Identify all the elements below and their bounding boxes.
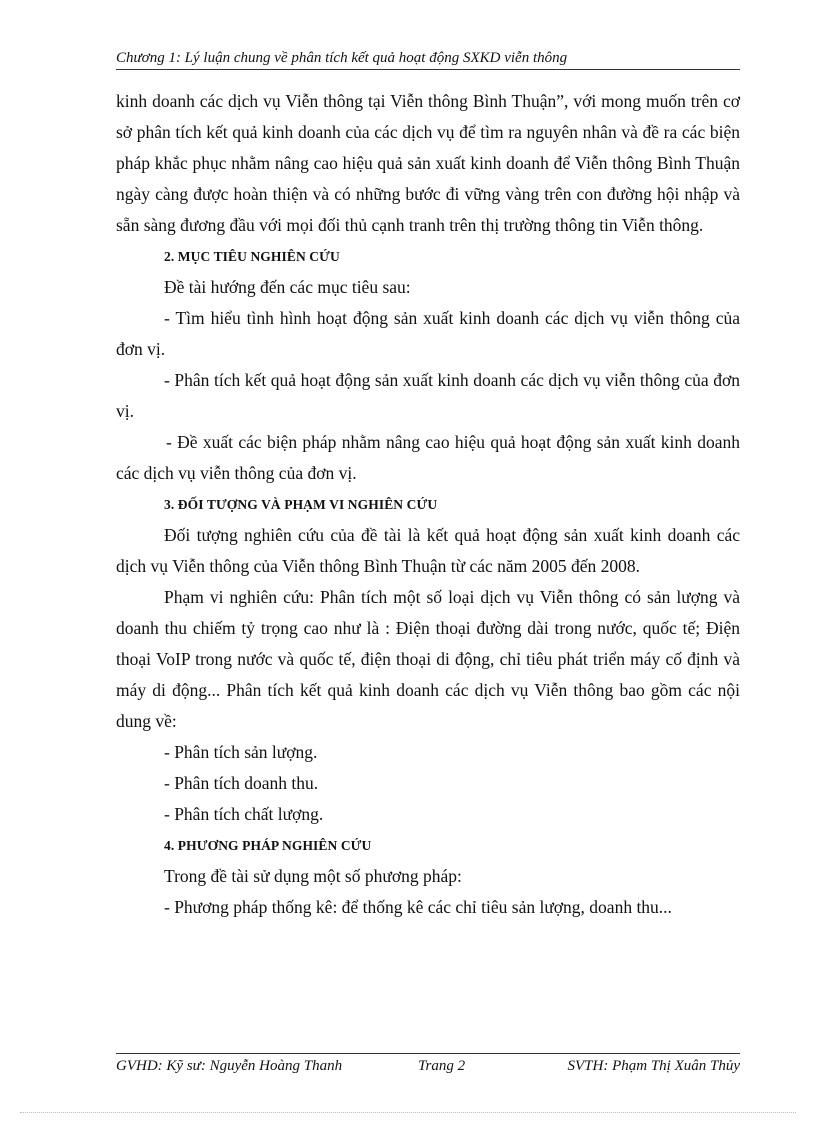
heading-research-scope: 3. ĐỐI TƯỢNG VÀ PHẠM VI NGHIÊN CỨU	[164, 497, 438, 512]
page-footer	[116, 1053, 740, 1080]
list-item-method-1: - Phương pháp thống kê: để thống kê các chỉ tiêu sản lượng, doanh thu...	[164, 897, 672, 917]
list-item-objective-3: - Đề xuất các biện pháp nhằm nâng cao hiệu quả hoạt động sản xuất kinh doanh các dịch vụ viễn thông của đơn vị.	[116, 432, 740, 483]
paragraph-intro: kinh doanh các dịch vụ Viễn thông tại Viễn thông Bình Thuận”, với mong muốn trên cơ sở phân tích kết quả kinh doanh của các dịch vụ để tìm ra nguyên nhân và đề ra các biện pháp khắc phục nhằm nâng cao hiệu quả sản xuất kinh doanh để Viễn thông Bình Thuận ngày càng được hoàn thiện và có những bước đi vững vàng trên con đường hội nhập và sẵn sàng đương đầu với mọi đối thủ cạnh tranh trên thị trường thông tin Viễn thông.	[116, 91, 740, 235]
heading-research-objectives: 2. MỤC TIÊU NGHIÊN CỨU	[164, 249, 340, 264]
footer-page-number: Trang 2	[418, 1058, 466, 1074]
page-bottom-divider	[20, 1112, 796, 1113]
paragraph-research-scope: Phạm vi nghiên cứu: Phân tích một số loại dịch vụ Viễn thông có sản lượng và doanh thu chiếm tỷ trọng cao như là : Điện thoại đường dài trong nước, quốc tế; Điện thoại VoIP trong nước và quốc tế, điện thoại di động, chỉ tiêu phát triển máy cố định và máy di động... Phân tích kết quả kinh doanh các dịch vụ Viễn thông bao gồm các nội dung về:	[116, 587, 740, 731]
list-item-objective-2: - Phân tích kết quả hoạt động sản xuất kinh doanh các dịch vụ viễn thông của đơn vị.	[116, 370, 740, 421]
page-body	[116, 86, 740, 923]
list-item-objective-1: - Tìm hiểu tình hình hoạt động sản xuất kinh doanh các dịch vụ viễn thông của đơn vị.	[116, 308, 740, 359]
paragraph-methods-intro: Trong đề tài sử dụng một số phương pháp:	[164, 866, 462, 886]
page-header: Chương 1: Lý luận chung về phân tích kết quả hoạt động SXKD viễn thông	[116, 50, 740, 70]
paragraph-research-object: Đối tượng nghiên cứu của đề tài là kết quả hoạt động sản xuất kinh doanh các dịch vụ Viễn thông của Viễn thông Bình Thuận từ các năm 2005 đến 2008.	[116, 525, 740, 576]
footer-student: SVTH: Phạm Thị Xuân Thủy	[567, 1058, 740, 1074]
list-item-analysis-2: - Phân tích doanh thu.	[164, 773, 319, 793]
list-item-analysis-1: - Phân tích sản lượng.	[164, 742, 318, 762]
heading-research-methods: 4. PHƯƠNG PHÁP NGHIÊN CỨU	[164, 838, 372, 853]
list-item-analysis-3: - Phân tích chất lượng.	[164, 804, 324, 824]
footer-advisor: GVHD: Kỹ sư: Nguyễn Hoàng Thanh	[116, 1058, 343, 1074]
paragraph-objectives-intro: Đề tài hướng đến các mục tiêu sau:	[164, 277, 411, 297]
